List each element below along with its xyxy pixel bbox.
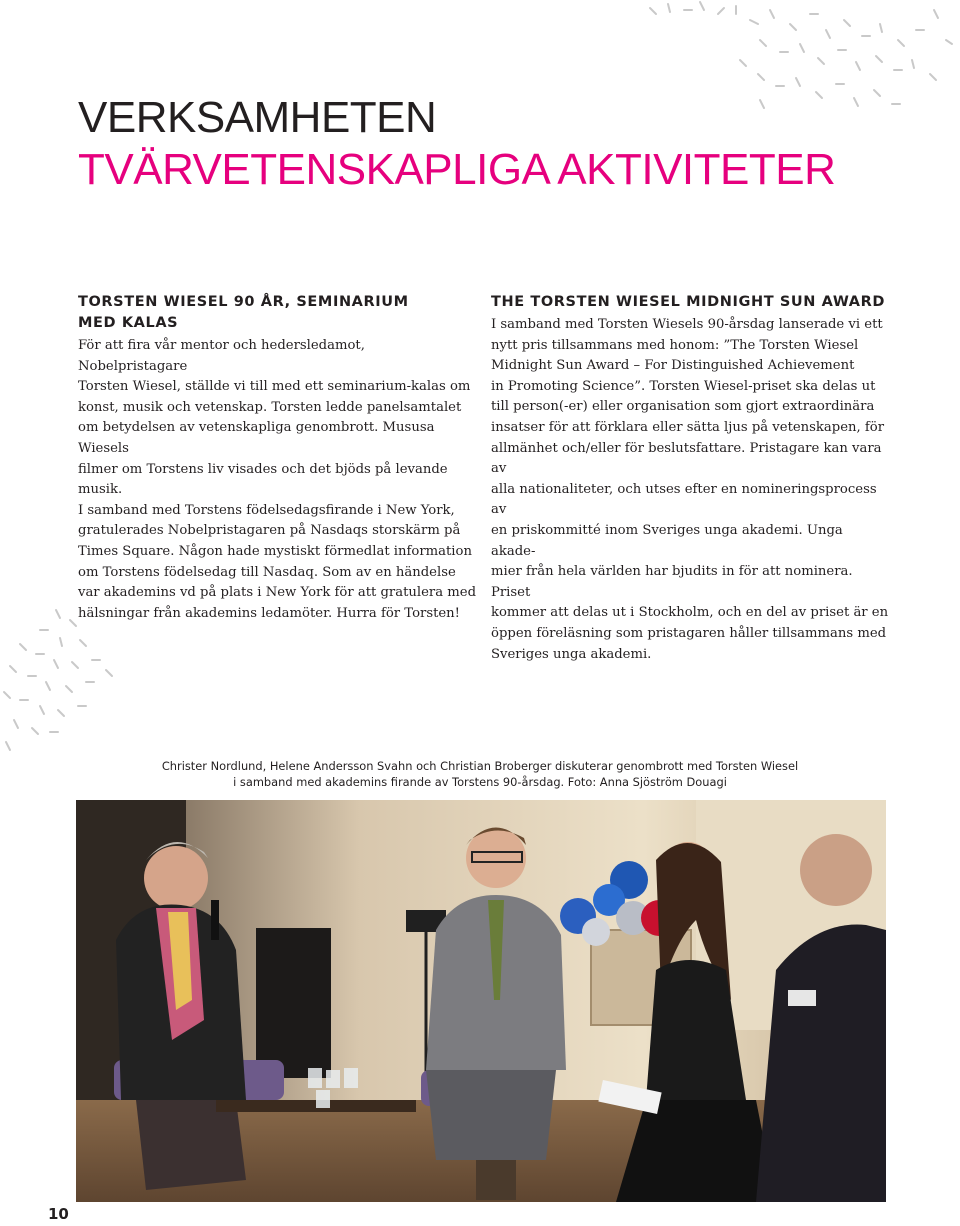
left-article	[78, 292, 478, 624]
panel-discussion-photo	[76, 800, 886, 1202]
left-article-heading: TORSTEN WIESEL 90 ÅR, SEMINARIUM MED KALAS	[78, 294, 409, 331]
photo-caption: Christer Nordlund, Helene Andersson Svahn och Christian Broberger diskuterar genombrott med Torsten Wiesel i samband med akademins firande av Torstens 90-årsdag. Foto: Anna Sjöström Douagi	[161, 759, 799, 789]
right-article	[491, 292, 891, 665]
section-title: VERKSAMHETEN	[78, 93, 437, 142]
right-article-heading: THE TORSTEN WIESEL MIDNIGHT SUN AWARD	[491, 294, 886, 310]
page-number: 10	[48, 1205, 69, 1223]
section-subtitle: TVÄRVETENSKAPLIGA AKTIVITETER	[78, 145, 836, 194]
left-article-body: För att fira vår mentor och hedersledamot, Nobelpristagare Torsten Wiesel, ställde vi till med ett seminarium-kalas om konst, musik och vetenskap. Torsten ledde panelsamtalet om betydelsen av vetenskapliga genombrott. Mususa Wiesels filmer om Torstens liv visades och det bjöds på levande musik. I samband med Torstens födelsedagsfirande i New York, gratulerades Nobelpristagaren på Nasdaqs storskärm på Times Square. Någon hade mystiskt förmedlat information om Torstens födelsedag till Nasdaq. Som av en händelse var akademins vd på plats i New York för att gratulera med hälsningar från akademins ledamöter. Hurra för Torsten!	[78, 338, 477, 621]
decorative-dash-pattern-top-right	[640, 0, 960, 120]
right-article-body: I samband med Torsten Wiesels 90-årsdag lanserade vi ett nytt pris tillsammans med honom: ”The Torsten Wiesel Midnight Sun Award – For Distinguished Achievement in Promoting Science”. Torsten Wiesel-priset ska delas ut till person(-er) eller organisation som gjort extraordinära insatser för att förklara eller sätta ljus på vetenskapen, för allmänhet och/eller för beslutsfattare. Pristagare kan vara av alla nationaliteter, och utses efter en nomineringsprocess av en priskommitté inom Sveriges unga akademi. Unga akade- mier från hela världen har bjudits in för att nominera. Priset kommer att delas ut i Stockholm, och en del av priset är en öppen föreläsning som pristagaren håller tillsammans med Sveriges unga akademi.	[491, 317, 889, 662]
